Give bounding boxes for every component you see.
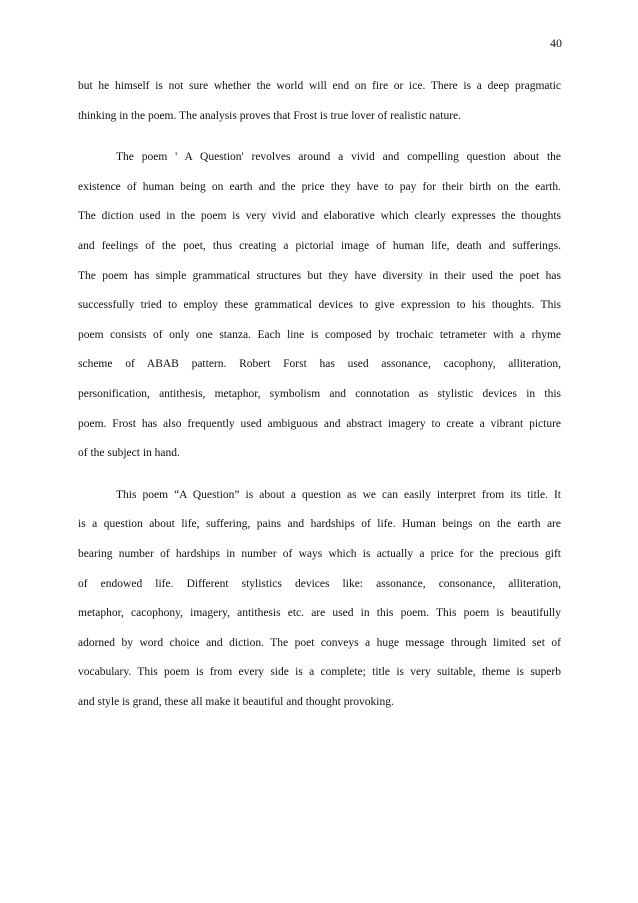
paragraph-spacer bbox=[78, 131, 561, 143]
text-line: and feelings of the poet, thus creating a pictorial image of human life, death and sufferings. bbox=[78, 239, 561, 252]
text-line: personification, antithesis, metaphor, symbolism and connotation as stylistic devices in this bbox=[78, 387, 561, 400]
text-line: thinking in the poem. The analysis proves that Frost is true lover of realistic nature. bbox=[78, 109, 462, 122]
text-line: The poem has simple grammatical structures but they have diversity in their used the poet has bbox=[78, 269, 561, 282]
text-line: adorned by word choice and diction. The poet conveys a huge message through limited set of bbox=[78, 636, 561, 649]
text-line: but he himself is not sure whether the world will end on fire or ice. There is a deep pragmatic bbox=[78, 80, 561, 92]
text-line: The poem ' A Question' revolves around a vivid and compelling question about the bbox=[116, 151, 561, 164]
page-number: 40 bbox=[550, 36, 562, 50]
paragraph-spacer bbox=[78, 469, 561, 481]
text-line: poem. Frost has also frequently used ambiguous and abstract imagery to create a vibrant picture bbox=[78, 417, 561, 430]
text-line: of the subject in hand. bbox=[78, 447, 180, 460]
body-text bbox=[78, 72, 561, 717]
text-line: vocabulary. This poem is from every side is a complete; title is very suitable, theme is superb bbox=[78, 666, 561, 679]
text-line: This poem “A Question” is about a question as we can easily interpret from its title. It bbox=[116, 488, 561, 501]
paragraph-1 bbox=[78, 72, 561, 131]
text-line: of endowed life. Different stylistics devices like: assonance, consonance, alliteration, bbox=[78, 577, 561, 590]
text-line: successfully tried to employ these grammatical devices to give expression to his thoughts. This bbox=[78, 299, 561, 312]
text-line: existence of human being on earth and the price they have to pay for their birth on the earth. bbox=[78, 180, 561, 193]
text-line: is a question about life, suffering, pains and hardships of life. Human beings on the earth are bbox=[78, 518, 561, 531]
text-line: bearing number of hardships in number of ways which is actually a price for the precious gift bbox=[78, 547, 561, 560]
text-line: The diction used in the poem is very vivid and elaborative which clearly expresses the thoughts bbox=[78, 210, 561, 223]
paragraph-3 bbox=[78, 481, 561, 718]
text-line: metaphor, cacophony, imagery, antithesis etc. are used in this poem. This poem is beautifully bbox=[78, 607, 561, 620]
text-line: and style is grand, these all make it beautiful and thought provoking. bbox=[78, 695, 394, 708]
text-line: scheme of ABAB pattern. Robert Forst has used assonance, cacophony, alliteration, bbox=[78, 358, 561, 371]
paragraph-2 bbox=[78, 143, 561, 469]
text-line: poem consists of only one stanza. Each line is composed by trochaic tetrameter with a rhyme bbox=[78, 328, 561, 341]
